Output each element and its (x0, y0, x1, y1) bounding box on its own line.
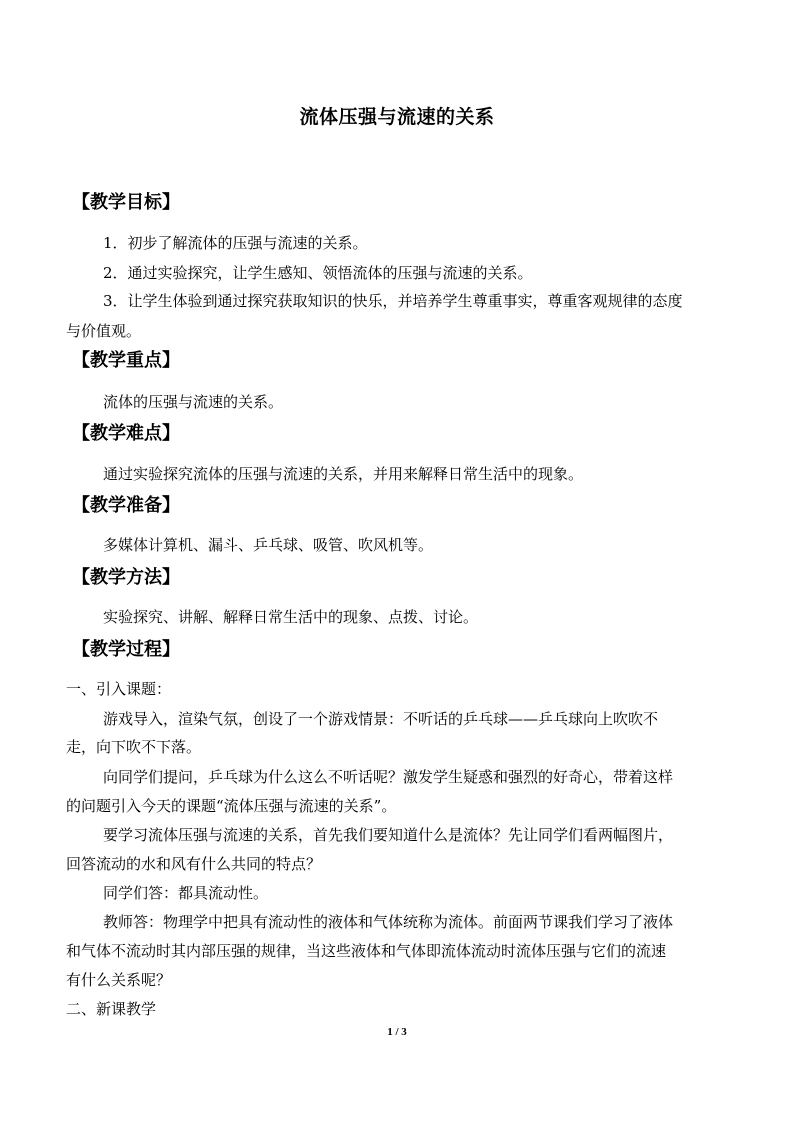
process-paragraph-line: 游戏导入，渲染气氛，创设了一个游戏情景：不听话的乒乓球——乒乓球向上吹吹不 (103, 710, 659, 728)
key-points-text: 流体的压强与流速的关系。 (103, 393, 284, 411)
process-subheading-new-lesson: 二、新课教学 (66, 1000, 157, 1018)
process-paragraph-line: 教师答：物理学中把具有流动性的液体和气体统称为流体。前面两节课我们学习了液体 (103, 913, 674, 931)
section-heading-preparation: 【教学准备】 (72, 495, 180, 516)
process-paragraph-line: 要学习流体压强与流速的关系，首先我们要知道什么是流体？先让同学们看两幅图片， (103, 826, 674, 844)
objective-item-2: 2．通过实验探究，让学生感知、领悟流体的压强与流速的关系。 (103, 264, 533, 282)
section-heading-methods: 【教学方法】 (72, 567, 180, 588)
process-paragraph-line: 的问题引入今天的课题“流体压强与流速的关系”。 (66, 797, 397, 815)
section-heading-objectives: 【教学目标】 (72, 192, 180, 213)
process-paragraph-line: 回答流动的水和风有什么共同的特点？ (66, 855, 322, 873)
difficulties-text: 通过实验探究流体的压强与流速的关系，并用来解释日常生活中的现象。 (103, 465, 584, 483)
process-paragraph-line: 走，向下吹不下落。 (66, 738, 202, 756)
objective-item-3-continued: 与价值观。 (66, 322, 142, 340)
methods-text: 实验探究、讲解、解释日常生活中的现象、点拨、讨论。 (103, 608, 479, 626)
document-title: 流体压强与流速的关系 (299, 106, 495, 128)
objective-item-1: 1．初步了解流体的压强与流速的关系。 (103, 234, 368, 252)
page-number: 1 / 3 (387, 1026, 407, 1038)
section-heading-process: 【教学过程】 (72, 639, 180, 660)
process-subheading-intro: 一、引入课题： (66, 680, 172, 698)
section-heading-key-points: 【教学重点】 (72, 350, 180, 371)
process-paragraph-line: 有什么关系呢？ (66, 971, 172, 989)
process-paragraph-line: 和气体不流动时其内部压强的规律，当这些液体和气体即流体流动时流体压强与它们的流速 (66, 942, 667, 960)
objective-item-3: 3．让学生体验到通过探究获取知识的快乐，并培养学生尊重事实，尊重客观规律的态度 (103, 292, 683, 310)
preparation-text: 多媒体计算机、漏斗、乒乓球、吸管、吹风机等。 (103, 536, 434, 554)
process-paragraph-line: 同学们答：都具流动性。 (103, 884, 269, 902)
process-paragraph-line: 向同学们提问，乒乓球为什么这么不听话呢？激发学生疑惑和强烈的好奇心，带着这样 (103, 768, 674, 786)
section-heading-difficulties: 【教学难点】 (72, 423, 180, 444)
